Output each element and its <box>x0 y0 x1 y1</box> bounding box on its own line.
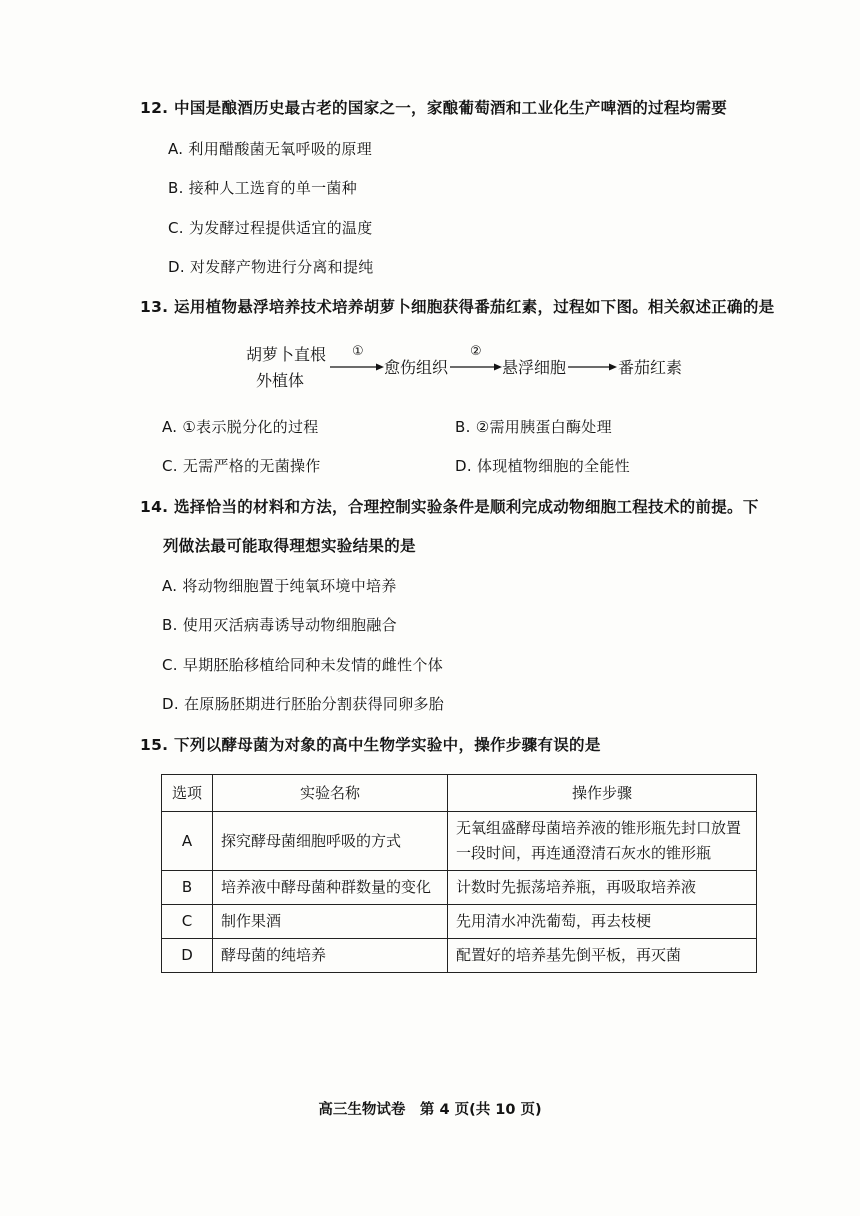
q12-option-b: B. 接种人工选育的单一菌种 <box>168 179 358 197</box>
flow-arrows <box>246 342 696 398</box>
q12-option-c: C. 为发酵过程提供适宜的温度 <box>168 219 373 237</box>
table-row <box>162 812 757 871</box>
row-experiment: 探究酵母菌细胞呼吸的方式 <box>213 812 448 871</box>
row-experiment: 制作果酒 <box>213 905 448 939</box>
flow-node-suspension: 悬浮细胞 <box>502 358 567 377</box>
table-header-row <box>162 775 757 812</box>
q12-option-d: D. 对发酵产物进行分离和提纯 <box>168 258 374 276</box>
question-14-stem-line1: 14. 选择恰当的材料和方法，合理控制实验条件是顺利完成动物细胞工程技术的前提。下 <box>140 498 759 516</box>
flow-start-line2: 外植体 <box>256 371 305 390</box>
q14-option-a: A. 将动物细胞置于纯氧环境中培养 <box>162 577 397 595</box>
question-15-stem: 15. 下列以酵母菌为对象的高中生物学实验中，操作步骤有误的是 <box>140 736 601 754</box>
q14-option-b: B. 使用灭活病毒诱导动物细胞融合 <box>162 616 397 634</box>
flow-start-line1: 胡萝卜直根 <box>246 345 327 364</box>
table-row <box>162 905 757 939</box>
row-experiment: 酵母菌的纯培养 <box>213 939 448 973</box>
question-12-stem: 12. 中国是酿酒历史最古老的国家之一，家酿葡萄酒和工业化生产啤酒的过程均需要 <box>140 99 728 117</box>
row-option: B <box>162 871 213 905</box>
row-steps: 配置好的培养基先倒平板，再灭菌 <box>448 939 757 973</box>
question-13-stem: 13. 运用植物悬浮培养技术培养胡萝卜细胞获得番茄红素，过程如下图。相关叙述正确的是 <box>140 298 775 316</box>
row-option: A <box>162 812 213 871</box>
q14-option-c: C. 早期胚胎移植给同种未发情的雌性个体 <box>162 656 444 674</box>
page-footer: 高三生物试卷 第 4 页(共 10 页) <box>318 1102 542 1118</box>
header-option: 选项 <box>162 775 213 812</box>
row-option: C <box>162 905 213 939</box>
row-steps: 无氧组盛酵母菌培养液的锥形瓶先封口放置一段时间，再连通澄清石灰水的锥形瓶 <box>448 812 757 871</box>
flow-step-1-label: ① <box>352 344 364 359</box>
header-experiment: 实验名称 <box>213 775 448 812</box>
q15-table <box>161 774 757 973</box>
flow-node-callus: 愈伤组织 <box>384 358 449 377</box>
row-steps: 计数时先振荡培养瓶，再吸取培养液 <box>448 871 757 905</box>
q13-option-b: B. ②需用胰蛋白酶处理 <box>455 418 612 436</box>
table-row <box>162 939 757 973</box>
row-option: D <box>162 939 213 973</box>
flow-node-lycopene: 番茄红素 <box>618 358 683 377</box>
row-steps: 先用清水冲洗葡萄，再去枝梗 <box>448 905 757 939</box>
q13-option-c: C. 无需严格的无菌操作 <box>162 457 321 475</box>
process-flow-diagram <box>246 342 696 398</box>
question-14-stem-line2: 列做法最可能取得理想实验结果的是 <box>163 537 416 555</box>
header-steps: 操作步骤 <box>448 775 757 812</box>
q13-option-d: D. 体现植物细胞的全能性 <box>455 457 630 475</box>
flow-step-2-label: ② <box>470 344 482 359</box>
q14-option-d: D. 在原肠胚期进行胚胎分割获得同卵多胎 <box>162 695 445 713</box>
q13-option-a: A. ①表示脱分化的过程 <box>162 418 319 436</box>
q12-option-a: A. 利用醋酸菌无氧呼吸的原理 <box>168 140 373 158</box>
table-row <box>162 871 757 905</box>
row-experiment: 培养液中酵母菌种群数量的变化 <box>213 871 448 905</box>
